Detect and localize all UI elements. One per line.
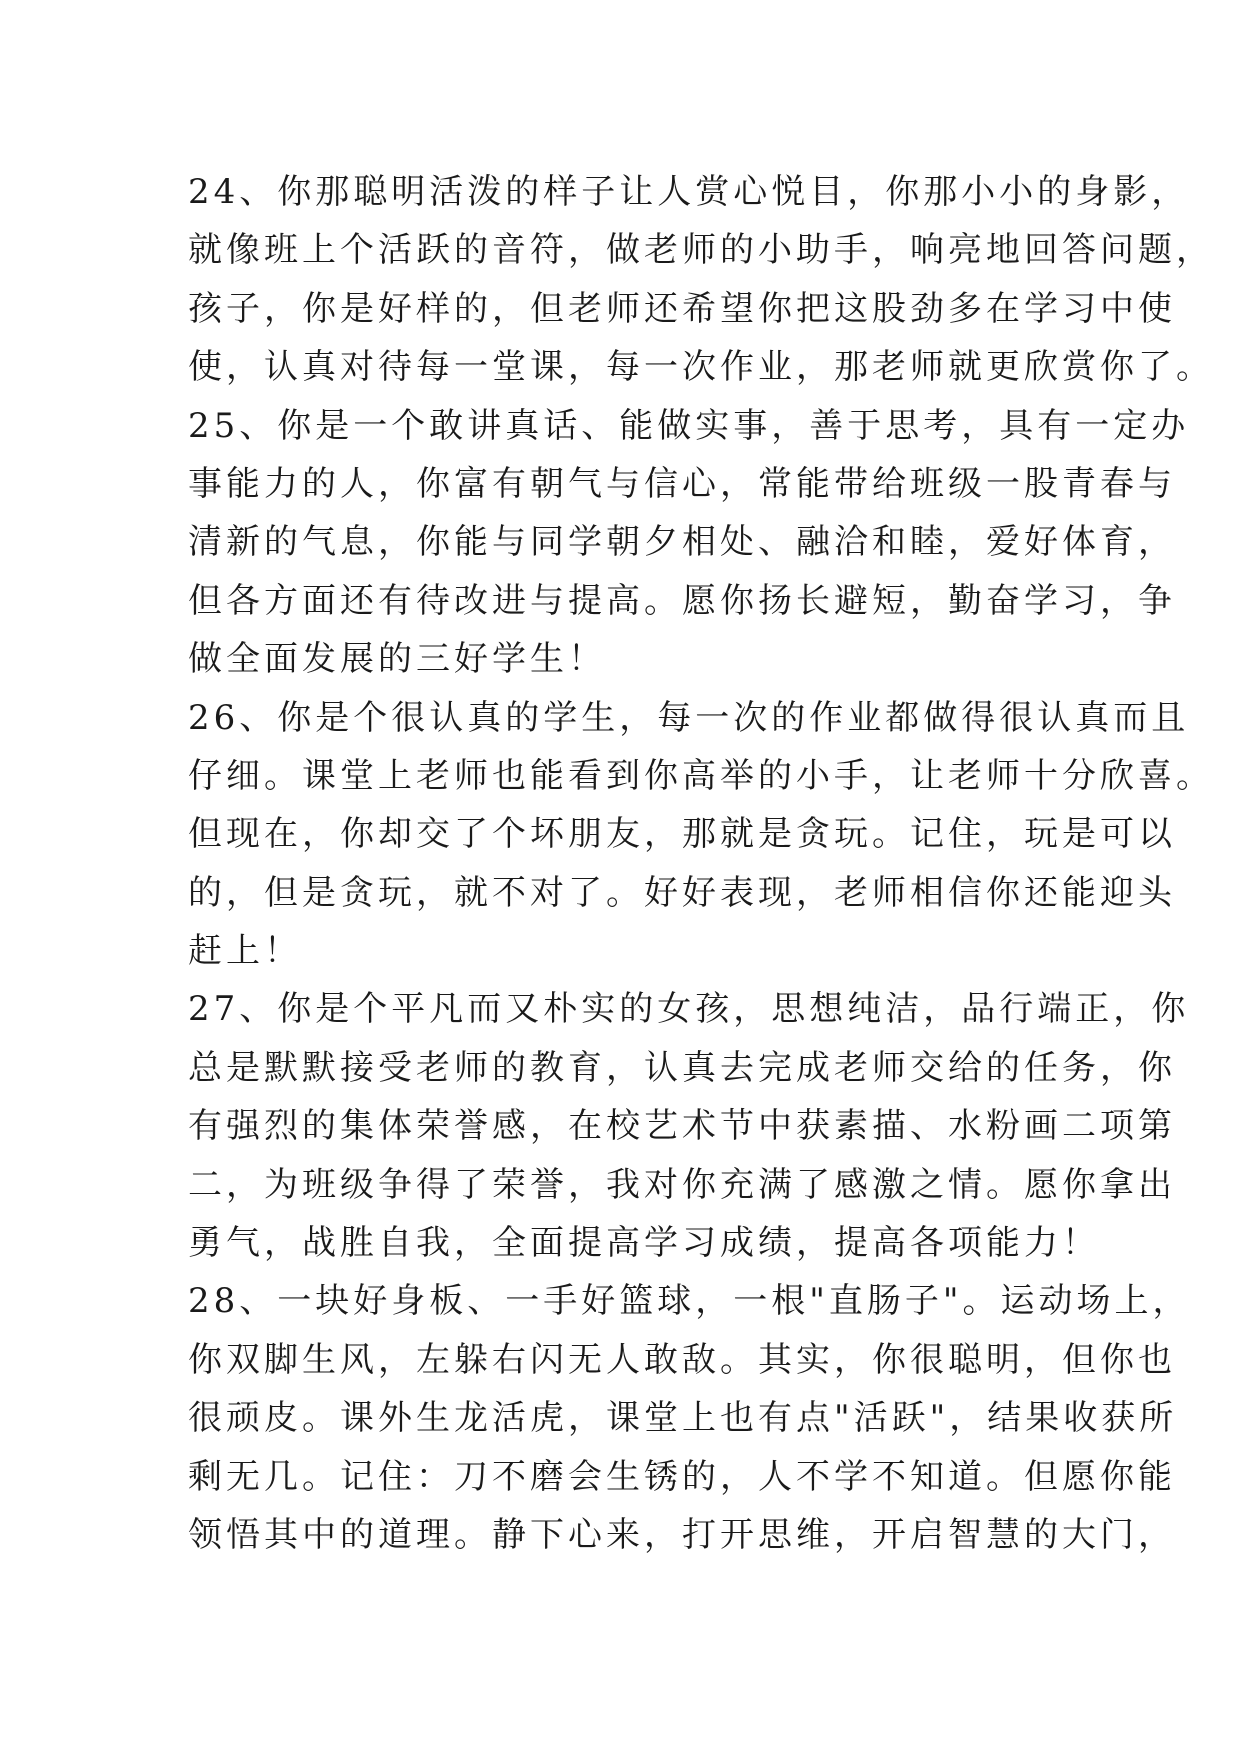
text-line: 仔细。课堂上老师也能看到你高举的小手，让老师十分欣喜。: [188, 755, 1214, 796]
text-line: 但现在，你却交了个坏朋友，那就是贪玩。记住，玩是可以: [188, 814, 1176, 855]
text-line: 孩子，你是好样的，但老师还希望你把这股劲多在学习中使: [188, 288, 1176, 329]
text-line: 28、一块好身板、一手好篮球，一根"直肠子"。运动场上，: [188, 1281, 1191, 1322]
text-line: 事能力的人，你富有朝气与信心，常能带给班级一股青春与: [188, 463, 1176, 504]
text-line: 你双脚生风，左躲右闪无人敢敌。其实，你很聪明，但你也: [188, 1339, 1176, 1380]
text-line: 使，认真对待每一堂课，每一次作业，那老师就更欣赏你了。: [188, 347, 1214, 388]
text-line: 25、你是一个敢讲真话、能做实事，善于思考，具有一定办: [188, 405, 1190, 446]
document-body: [188, 163, 1214, 1564]
text-line: 清新的气息，你能与同学朝夕相处、融洽和睦，爱好体育，: [188, 522, 1176, 563]
text-line: 就像班上个活跃的音符，做老师的小助手，响亮地回答问题，: [188, 230, 1214, 271]
text-line: 做全面发展的三好学生！: [188, 639, 606, 680]
text-line: 27、你是个平凡而又朴实的女孩，思想纯洁，品行端正，你: [188, 989, 1190, 1030]
text-line: 有强烈的集体荣誉感，在校艺术节中获素描、水粉画二项第: [188, 1106, 1176, 1147]
text-line: 二，为班级争得了荣誉，我对你充满了感激之情。愿你拿出: [188, 1164, 1176, 1205]
text-line: 剩无几。记住：刀不磨会生锈的，人不学不知道。但愿你能: [188, 1456, 1176, 1497]
text-line: 很顽皮。课外生龙活虎，课堂上也有点"活跃"，结果收获所: [188, 1398, 1178, 1439]
text-line: 领悟其中的道理。静下心来，打开思维，开启智慧的大门，: [188, 1514, 1176, 1555]
text-line: 24、你那聪明活泼的样子让人赏心悦目，你那小小的身影，: [188, 172, 1190, 212]
text-line: 勇气，战胜自我，全面提高学习成绩，提高各项能力！: [188, 1223, 1100, 1264]
text-line: 总是默默接受老师的教育，认真去完成老师交给的任务，你: [188, 1047, 1176, 1088]
text-line: 赶上！: [188, 931, 302, 972]
text-line: 26、你是个很认真的学生，每一次的作业都做得很认真而且: [188, 697, 1190, 738]
text-line: 但各方面还有待改进与提高。愿你扬长避短，勤奋学习，争: [188, 580, 1176, 621]
text-line: 的，但是贪玩，就不对了。好好表现，老师相信你还能迎头: [188, 872, 1176, 913]
